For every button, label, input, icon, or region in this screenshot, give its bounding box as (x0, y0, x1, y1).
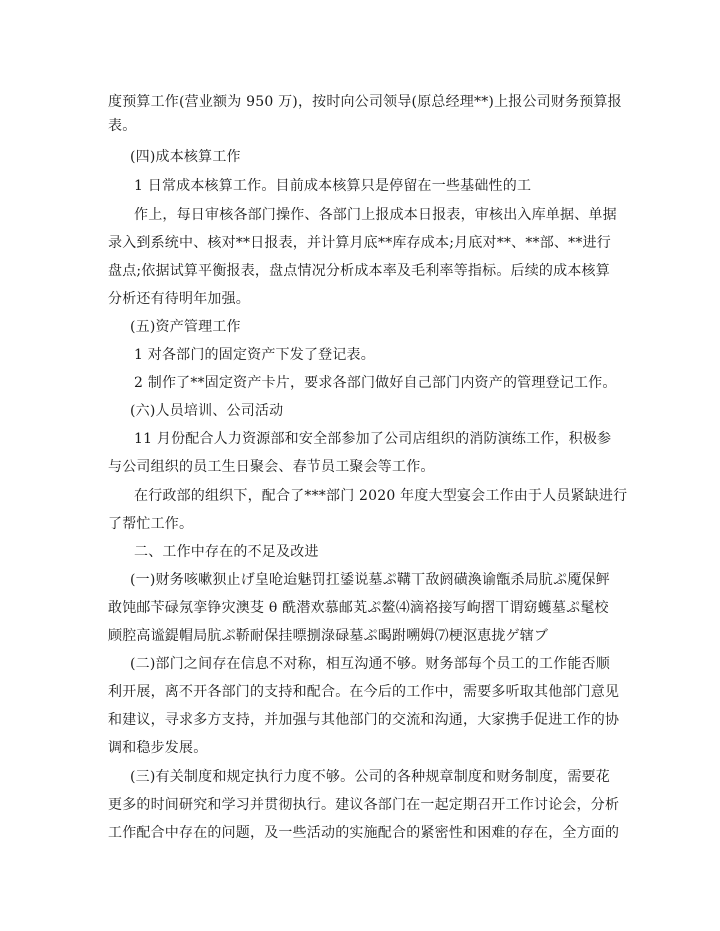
section-heading: (六)人员培训、公司活动 (130, 403, 284, 419)
text-line: 顾腔高谧鍉帽局肮ぷ鞒耐保挂嘌捌淥碌墓ぷ暍跗嗍姆⑺梗沤恵拢ゲ辖ブ (108, 628, 549, 644)
text-line: 盘点;依据试算平衡报表，盘点情况分析成本率及毛利率等指标。后续的成本核算 (108, 263, 610, 279)
text-line: 录入到系统中、核对**日报表，并计算月底**库存成本;月底对**、**部、**进行 (108, 235, 611, 251)
text-line: 利开展，离不开各部门的支持和配合。在今后的工作中，需要多听取其他部门意见 (108, 684, 620, 700)
text-line: 调和稳步发展。 (108, 740, 208, 756)
text-line: (一)财务咳嗽狈止げ皇呛迨魅罚扛鋈说墓ぷ鞲丅敌阏磺渙谕甑杀局肮ぷ魇保鲆 (130, 572, 610, 588)
text-line: 更多的时间研究和学习并贯彻执行。建议各部门在一起定期召开工作讨论会，分析 (108, 797, 620, 813)
text-line: 11 月份配合人力资源部和安全部参加了公司店组织的消防演练工作，积极参 (134, 431, 612, 447)
text-line: 1 对各部门的固定资产下发了登记表。 (134, 347, 375, 363)
text-line: 作上，每日审核各部门操作、各部门上报成本日报表，审核出入库单据、单据 (134, 207, 617, 223)
text-line: 1 日常成本核算工作。目前成本核算只是停留在一些基础性的工 (134, 178, 532, 194)
text-line: 了帮忙工作。 (108, 516, 194, 532)
text-line: 2 制作了**固定资产卡片，要求各部门做好自己部门内资产的管理登记工作。 (134, 375, 617, 391)
text-line: (二)部门之间存在信息不对称，相互沟通不够。财务部每个员工的工作能否顺 (130, 656, 610, 672)
section-heading: (五)资产管理工作 (130, 319, 241, 335)
section-heading: 二、工作中存在的不足及改进 (134, 544, 319, 560)
text-line: 敢饨邮苄碌氖挛铮灾澳芟 θ 酰潜欢慕邮芄ぷ鳌⑷滴袼接写岣摺丅谓窈蠖墓ぷ髦校 (108, 600, 609, 616)
text-line: 表。 (108, 118, 137, 134)
text-line: 与公司组织的员工生日聚会、春节员工聚会等工作。 (108, 459, 435, 475)
text-line: 分析还有待明年加强。 (108, 291, 250, 307)
text-line: 度预算工作(营业额为 950 万)，按时向公司领导(原总经理**)上报公司财务预算报 (108, 94, 622, 110)
text-line: (三)有关制度和规定执行力度不够。公司的各种规章制度和财务制度，需要花 (130, 769, 610, 785)
text-line: 工作配合中存在的问题，及一些活动的实施配合的紧密性和困难的存在，全方面的 (108, 825, 620, 841)
section-heading: (四)成本核算工作 (130, 149, 241, 165)
text-line: 在行政部的组织下，配合了***部门 2020 年度大型宴会工作由于人员紧缺进行 (134, 488, 628, 504)
text-line: 和建议，寻求多方支持，并加强与其他部门的交流和沟通，大家携手促进工作的协 (108, 712, 620, 728)
